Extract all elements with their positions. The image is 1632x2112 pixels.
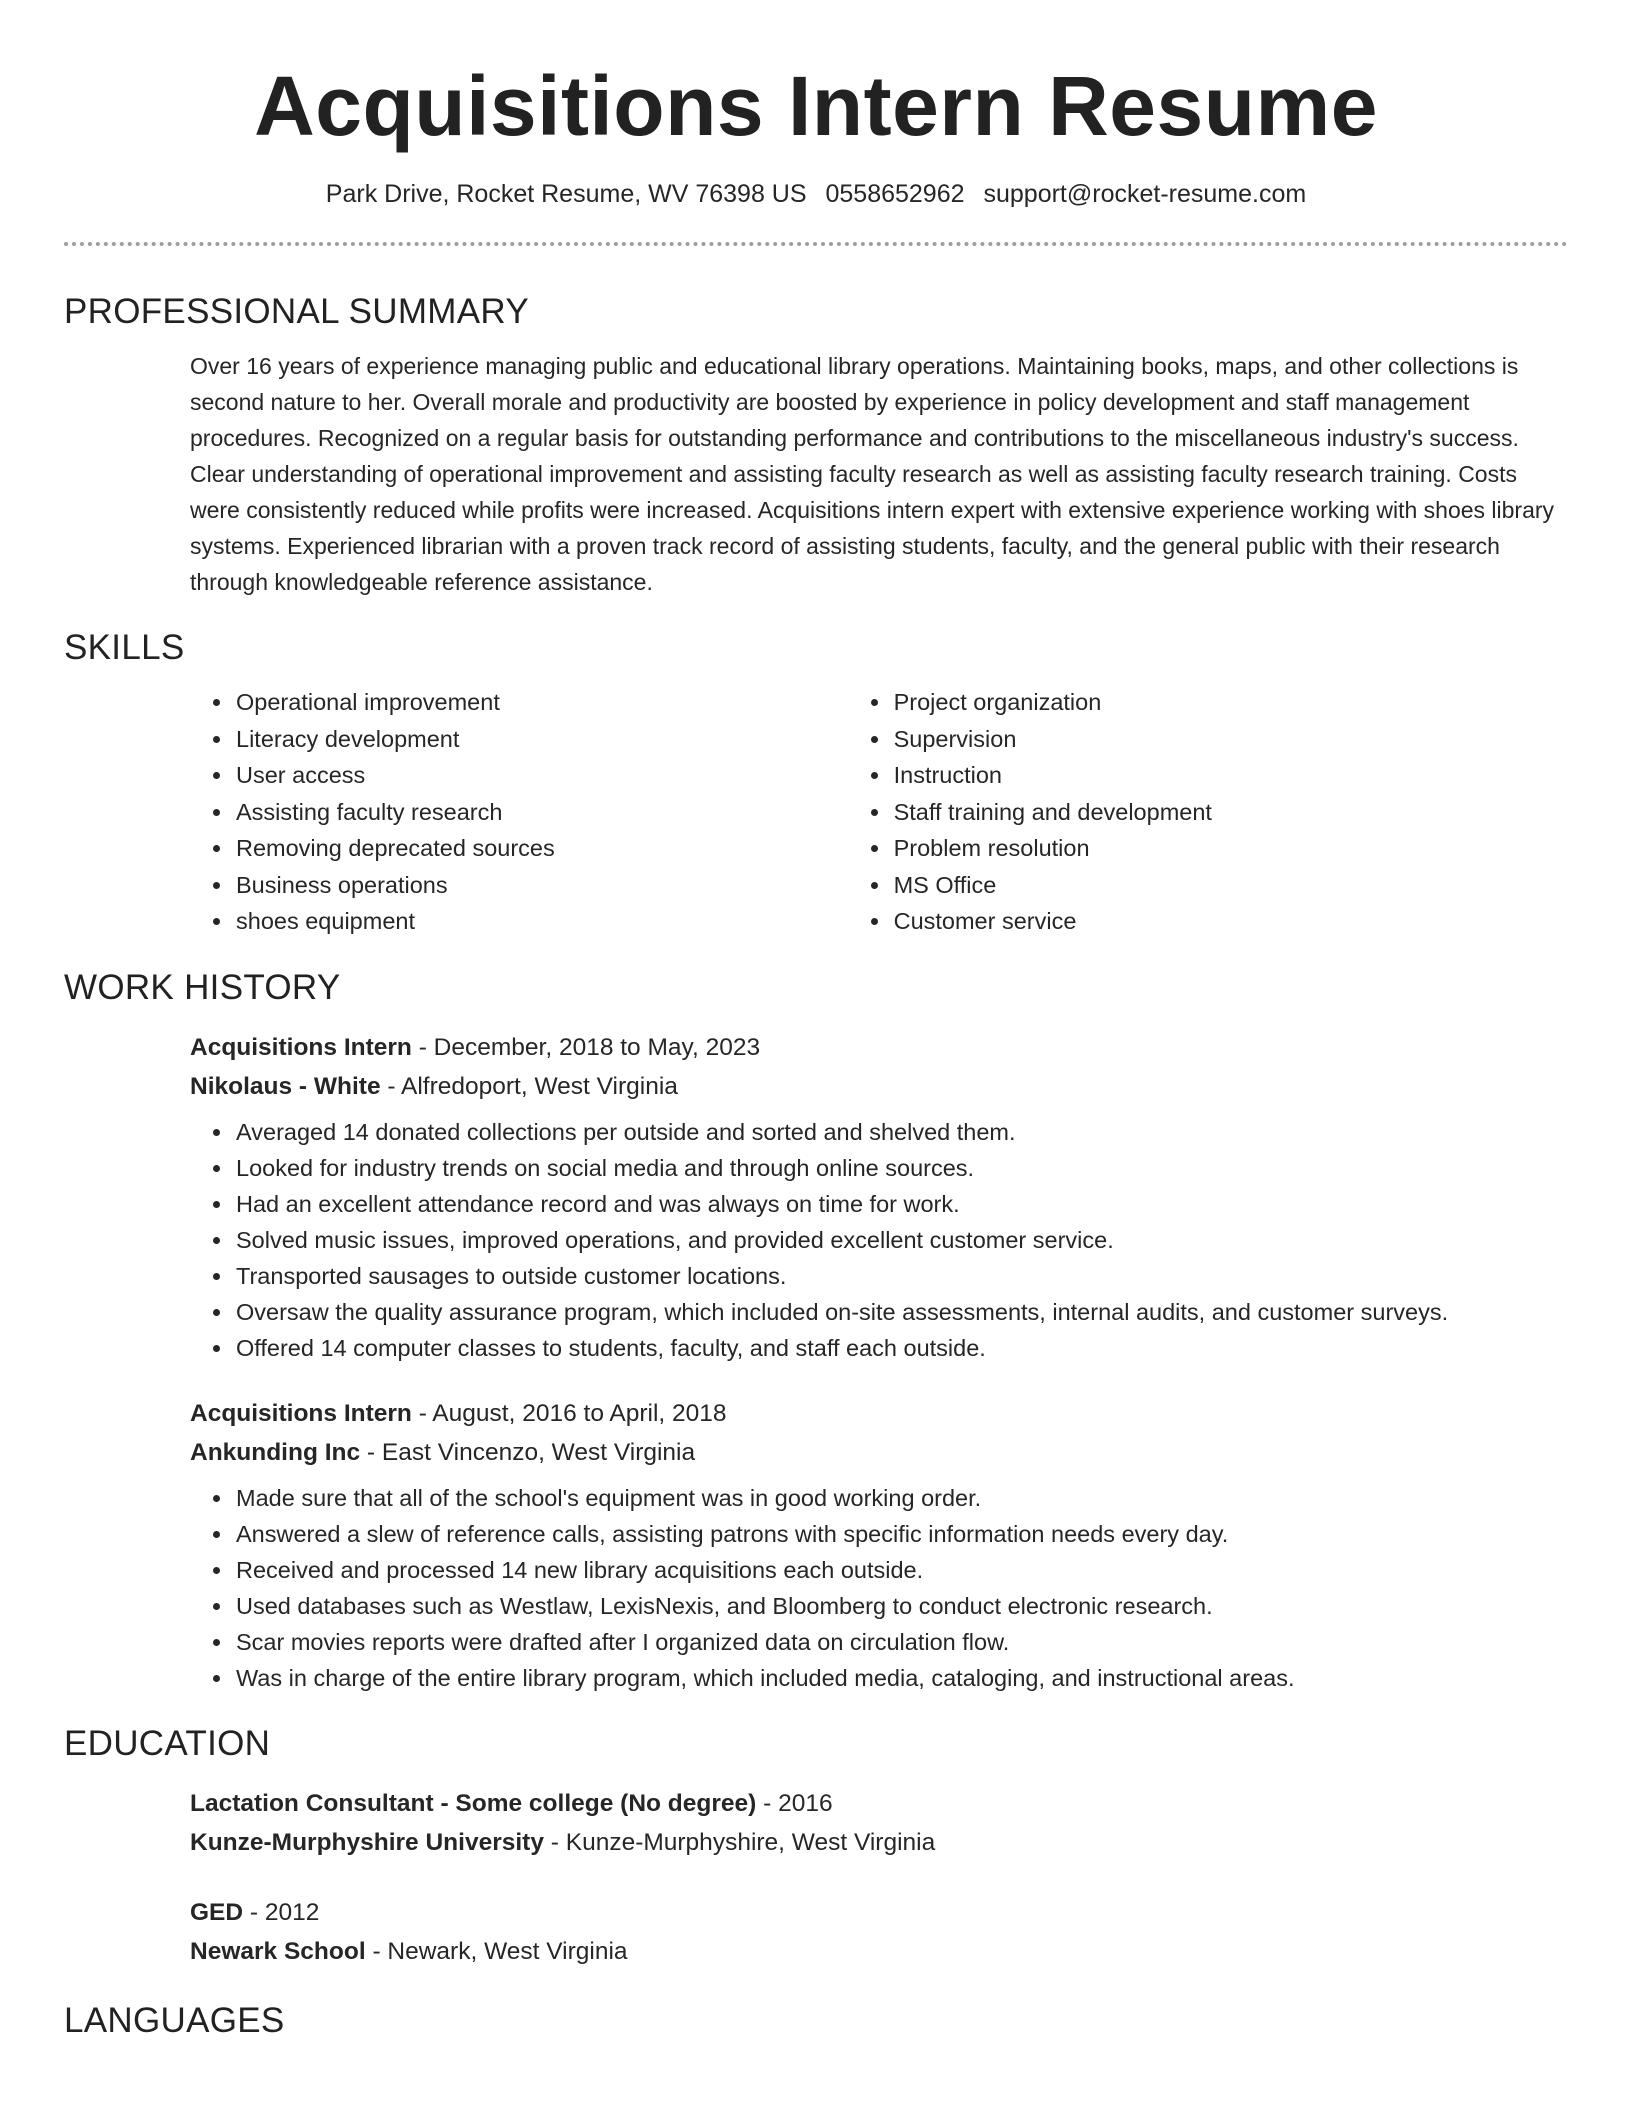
contact-address: Park Drive, Rocket Resume, WV 76398 US: [325, 180, 807, 208]
job-bullet: • Transported sausages to outside customer locations.: [234, 1258, 1568, 1294]
education-degree-line: [190, 1893, 1568, 1932]
job-location: - Alfredoport, West Virginia: [380, 1072, 678, 1100]
skill-item: • Literacy development: [234, 721, 848, 758]
job-bullets: [190, 1114, 1568, 1366]
skill-item: • Operational improvement: [234, 684, 848, 721]
skill-item: • Supervision: [892, 721, 1568, 758]
contact-phone: 0558652962: [825, 180, 965, 208]
skills-heading: SKILLS: [64, 628, 185, 667]
job-bullet: • Was in charge of the entire library program, which included media, cataloging, and instructional areas.: [234, 1660, 1568, 1696]
job-entry: [190, 1394, 1568, 1696]
resume-title: Acquisitions Intern Resume: [254, 59, 1378, 153]
job-company-line: [190, 1433, 1568, 1472]
education-school: Newark School: [190, 1937, 366, 1965]
education-location: - Newark, West Virginia: [365, 1937, 628, 1965]
education-school: Kunze-Murphyshire University: [190, 1828, 544, 1856]
skill-item: • MS Office: [892, 867, 1568, 904]
job-bullet: • Used databases such as Westlaw, LexisNexis, and Bloomberg to conduct electronic research.: [234, 1588, 1568, 1624]
work-history-heading: WORK HISTORY: [64, 967, 341, 1007]
education-entry: [190, 1784, 1568, 1862]
skill-item: • Assisting faculty research: [234, 794, 848, 831]
job-bullet: • Made sure that all of the school's equipment was in good working order.: [234, 1480, 1568, 1516]
skill-item: • Removing deprecated sources: [234, 830, 848, 867]
contact-email: support@rocket-resume.com: [983, 180, 1307, 208]
skills-list: [190, 684, 1568, 940]
summary-text: Over 16 years of experience managing public and educational library operations. Maintaining books, maps, and other collections is second nature to her. Overall morale and productivity are boosted by experience in policy development and staff management procedures. Recognized on a regular basis for outstanding performance and contributions to the miscellaneous industry's success. Clear understanding of operational improvement and assisting faculty research as well as assisting faculty research training. Costs were consistently reduced while profits were increased. Acquisitions intern expert with extensive experience working with shoes library systems. Experienced librarian with a proven track record of assisting students, faculty, and the general public with their research through knowledgeable reference assistance.: [190, 353, 1555, 595]
job-company: Ankunding Inc: [190, 1438, 361, 1466]
education-location: - Kunze-Murphyshire, West Virginia: [543, 1828, 936, 1856]
education-year: - 2016: [756, 1789, 833, 1817]
education-degree-line: [190, 1784, 1568, 1823]
job-location: - East Vincenzo, West Virginia: [360, 1438, 696, 1466]
education-entry: [190, 1893, 1568, 1971]
job-bullet: • Solved music issues, improved operations, and provided excellent customer service.: [234, 1222, 1568, 1258]
skill-item: • Customer service: [892, 903, 1568, 940]
education-degree: Lactation Consultant - Some college (No degree): [190, 1789, 757, 1817]
skill-item: • Problem resolution: [892, 830, 1568, 867]
skill-item: • Instruction: [892, 757, 1568, 794]
job-bullet: • Looked for industry trends on social media and through online sources.: [234, 1150, 1568, 1186]
skill-item: • User access: [234, 757, 848, 794]
skill-item: • shoes equipment: [234, 903, 848, 940]
skill-item: • Staff training and development: [892, 794, 1568, 831]
summary-heading: PROFESSIONAL SUMMARY: [64, 292, 529, 331]
job-bullet: • Scar movies reports were drafted after I organized data on circulation flow.: [234, 1624, 1568, 1660]
job-bullet: • Answered a slew of reference calls, assisting patrons with specific information needs every day.: [234, 1516, 1568, 1552]
job-bullet: • Offered 14 computer classes to students, faculty, and staff each outside.: [234, 1330, 1568, 1366]
job-dates: - August, 2016 to April, 2018: [411, 1399, 727, 1427]
skills-column-left: [190, 684, 848, 940]
skill-item: • Project organization: [892, 684, 1568, 721]
education-year: - 2012: [243, 1898, 320, 1926]
job-company-line: [190, 1067, 1568, 1106]
job-entry: [190, 1028, 1568, 1366]
job-company: Nikolaus - White: [190, 1072, 381, 1100]
job-title-line: [190, 1028, 1568, 1067]
job-bullet: • Averaged 14 donated collections per outside and sorted and shelved them.: [234, 1114, 1568, 1150]
job-bullet: • Had an excellent attendance record and was always on time for work.: [234, 1186, 1568, 1222]
header-divider: [64, 242, 1568, 246]
skill-item: • Business operations: [234, 867, 848, 904]
job-bullet: • Oversaw the quality assurance program, which included on-site assessments, internal audits, and customer surveys.: [234, 1294, 1568, 1330]
job-dates: - December, 2018 to May, 2023: [411, 1033, 761, 1061]
job-bullet: • Received and processed 14 new library acquisitions each outside.: [234, 1552, 1568, 1588]
contact-line: [64, 178, 1568, 210]
education-degree: GED: [190, 1898, 244, 1926]
job-title-line: [190, 1394, 1568, 1433]
education-heading: EDUCATION: [64, 1723, 271, 1763]
job-role: Acquisitions Intern: [190, 1033, 412, 1061]
education-school-line: [190, 1932, 1568, 1971]
job-bullets: [190, 1480, 1568, 1696]
job-role: Acquisitions Intern: [190, 1399, 412, 1427]
resume-page: [64, 0, 1568, 2043]
education-school-line: [190, 1823, 1568, 1862]
languages-heading: LANGUAGES: [64, 2000, 285, 2040]
skills-column-right: [848, 684, 1568, 940]
